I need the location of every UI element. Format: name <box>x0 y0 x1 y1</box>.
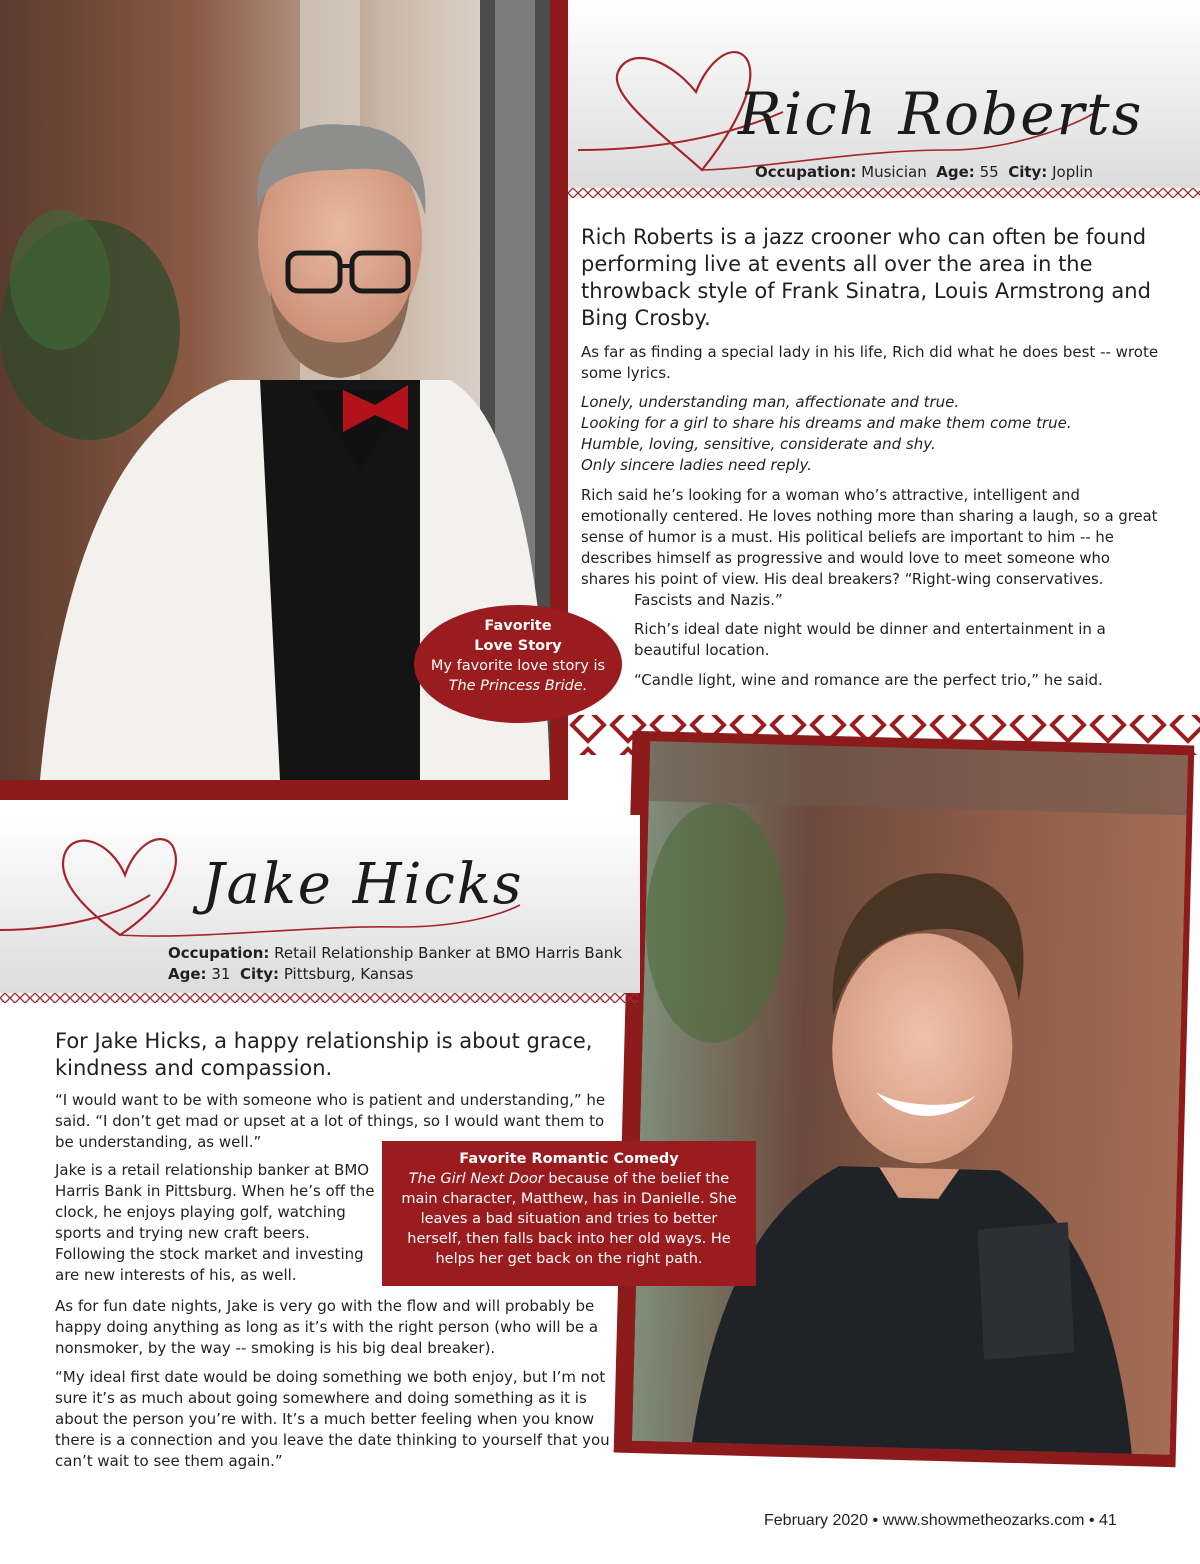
city-value: Pittsburg, Kansas <box>283 965 414 983</box>
lyric-line: Looking for a girl to share his dreams and make them come true. <box>581 414 1072 432</box>
page-footer <box>764 1512 1117 1530</box>
footer-separator: • <box>872 1512 879 1529</box>
lead-paragraph-rich: Rich Roberts is a jazz crooner who can often be found performing live at events all over the area in the throwback style of Frank Sinatra, Louis Armstrong and Bing Crosby. <box>581 225 1151 330</box>
occupation-label: Occupation: <box>755 163 857 181</box>
paragraph-jake-3: As for fun date nights, Jake is very go with the flow and will probably be happy doing anything as long as it’s with the right person (who will be a nonsmoker, by the way -- smoking is his big deal breaker). <box>55 1297 599 1357</box>
occupation-value: Retail Relationship Banker at BMO Harris Bank <box>274 944 623 962</box>
paragraph-rich-4: “Candle light, wine and romance are the perfect trio,” he said. <box>634 671 1103 689</box>
city-label: City: <box>1008 163 1048 181</box>
city-label: City: <box>239 965 280 983</box>
lyric-line: Only sincere ladies need reply. <box>581 456 812 474</box>
footer-date: February 2020 <box>764 1512 869 1529</box>
occupation-label: Occupation: <box>168 944 270 962</box>
paragraph-jake-1: “I would want to be with someone who is patient and understanding,” he said. “I don’t get mad or upset at a lot of things, so I would want them to be understanding, as well.” <box>55 1091 606 1151</box>
profile-name-jake: Jake Hicks <box>202 852 524 917</box>
callout-title-line1: Favorite <box>484 618 552 634</box>
age-value: 31 <box>211 965 231 983</box>
paragraph-jake-2: Jake is a retail relationship banker at BMO Harris Bank in Pittsburg. When he’s off the clock, he enjoys playing golf, watching sports and trying new craft beers. Following the stock market and investing are new interests of his, as well. <box>55 1161 375 1284</box>
lyric-line: Humble, loving, sensitive, considerate and shy. <box>581 435 936 453</box>
age-label: Age: <box>936 163 975 181</box>
age-value: 55 <box>979 163 999 181</box>
profile-meta-jake-line2 <box>168 964 413 985</box>
occupation-value: Musician <box>861 163 927 181</box>
footer-website: www.showmetheozarks.com <box>882 1512 1085 1529</box>
lyrics-block <box>581 392 1181 476</box>
footer-separator: • <box>1088 1512 1095 1529</box>
lead-paragraph-jake: For Jake Hicks, a happy relationship is about grace, kindness and compassion. <box>55 1029 593 1080</box>
callout-text: because of the belief the main character, Matthew, has in Danielle. She leaves a bad situation and tries to better herself, then falls back into her old ways. He helps her get back on the right path. <box>401 1171 737 1267</box>
paragraph-rich-3: Rich’s ideal date night would be dinner and entertainment in a beautiful location. <box>634 620 1106 659</box>
callout-title-line2: Love Story <box>474 638 562 654</box>
paragraph-rich-1: As far as finding a special lady in his life, Rich did what he does best -- wrote some lyrics. <box>581 343 1159 382</box>
photo-jake-hicks <box>632 741 1188 1455</box>
profile-meta-rich <box>755 162 1093 183</box>
city-value: Joplin <box>1052 163 1094 181</box>
profile-meta-jake-line1 <box>168 943 622 964</box>
callout-body <box>394 1169 744 1269</box>
callout-italic-title: The Princess Bride. <box>448 678 588 694</box>
paragraph-rich-2: Rich said he’s looking for a woman who’s attractive, intelligent and emotionally centered. He loves nothing more than sharing a laugh, so a great sense of humor is a must. His political beliefs are important to him -- he describes himself as progressive and would love to meet someone who shares his point of view. His deal breakers? “Right-wing conservatives. <box>581 487 1158 588</box>
zigzag-divider-rich <box>568 188 1200 198</box>
age-label: Age: <box>168 965 207 983</box>
lyric-line: Lonely, understanding man, affectionate and true. <box>581 393 960 411</box>
callout-favorite-romantic-comedy <box>382 1141 756 1286</box>
callout-italic-title: The Girl Next Door <box>408 1171 544 1187</box>
callout-text: My favorite love story is <box>430 658 606 674</box>
profile-name-rich: Rich Roberts <box>738 80 1144 148</box>
page-number: 41 <box>1098 1512 1117 1529</box>
zigzag-divider-jake <box>0 993 638 1003</box>
paragraph-rich-2b: Fascists and Nazis.” <box>634 591 783 609</box>
callout-title: Favorite Romantic Comedy <box>459 1151 679 1167</box>
paragraph-jake-4: “My ideal first date would be doing something we both enjoy, but I’m not sure it’s as much about going somewhere and doing something as it is about the person you’re with. It’s a much better feeling when you know there is a connection and you leave the date thinking to yourself that you can’t wait to see them again.” <box>55 1368 610 1470</box>
